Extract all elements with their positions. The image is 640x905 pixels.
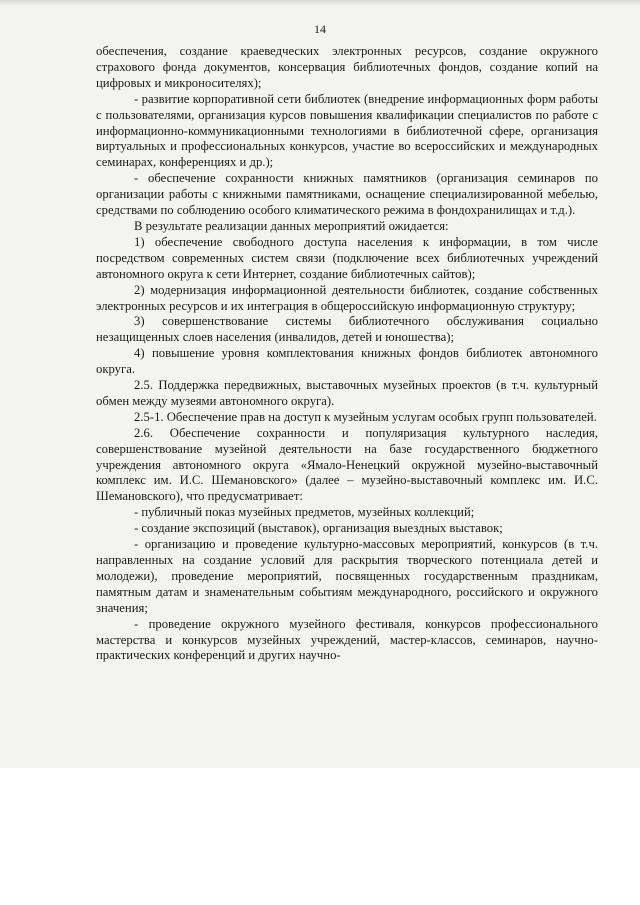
paragraph: - развитие корпоративной сети библиотек (внедрение информационных форм работы с пользователями, организация курсов повышения квалификации специалистов по работе с информационно-коммуникационными технологиями в библиотечной сфере, организация виртуальных и профессиональных конкурсов, участие во всероссийских и международных семинарах, конференциях и др.); <box>96 91 598 170</box>
list-item: 2) модернизация информационной деятельности библиотек, создание собственных электронных ресурсов и их интеграция в общероссийскую информационную структуру; <box>96 282 598 313</box>
list-item: 1) обеспечение свободного доступа населения к информации, в том числе посредством современных систем связи (подключение всех библиотечных учреждений автономного округа к сети Интернет, создание библиотечных сайтов); <box>96 234 598 281</box>
document-body <box>96 44 598 664</box>
paragraph: В результате реализации данных мероприятий ожидается: <box>134 218 449 233</box>
list-item: - публичный показ музейных предметов, музейных коллекций; <box>134 505 475 520</box>
section-paragraph: 2.5. Поддержка передвижных, выставочных музейных проектов (в т.ч. культурный обмен между музеями автономного округа). <box>96 378 598 408</box>
list-item: - создание экспозиций (выставок), организация выездных выставок; <box>134 521 503 536</box>
blank-area <box>0 768 640 905</box>
list-item: - проведение окружного музейного фестиваля, конкурсов профессионального мастерства и конкурсов музейных учреждений, мастер-классов, семинаров, научно-практических конференций и других научно- <box>96 616 598 663</box>
list-item: 4) повышение уровня комплектования книжных фондов библиотек автономного округа. <box>96 346 598 377</box>
section-paragraph: 2.6. Обеспечение сохранности и популяризация культурного наследия, совершенствование музейной деятельности на базе государственного бюджетного учреждения автономного округа «Ямало-Ненецкий окружной музейно-выставочный комплекс им. И.С. Шемановского» (далее – музейно-выставочный комплекс им. И.С. Шемановского), что предусматривает: <box>96 425 598 504</box>
paragraph: обеспечения, создание краеведческих электронных ресурсов, создание окружного страхового фонда документов, консервация библиотечных фондов, создание копий на цифровых и микроносителях); <box>96 44 598 90</box>
section-paragraph: 2.5-1. Обеспечение прав на доступ к музейным услугам особых групп пользователей. <box>134 409 597 424</box>
paragraph: - обеспечение сохранности книжных памятников (организация семинаров по организации работы с книжными памятниками, оснащение специализированной мебелью, средствами по соблюдению особого климатического режима в фондохранилищах и т.д.). <box>96 171 598 218</box>
list-item: 3) совершенствование системы библиотечного обслуживания социально незащищенных слоев населения (инвалидов, детей и юношества); <box>96 314 598 345</box>
page-number: 14 <box>314 22 326 36</box>
list-item: - организацию и проведение культурно-массовых мероприятий, конкурсов (в т.ч. направленных на создание условий для раскрытия творческого потенциала детей и молодежи), проведение мероприятий, посвященных государственным праздникам, памятным датам и знаменательным событиям международного, российского и окружного значения; <box>96 537 598 615</box>
